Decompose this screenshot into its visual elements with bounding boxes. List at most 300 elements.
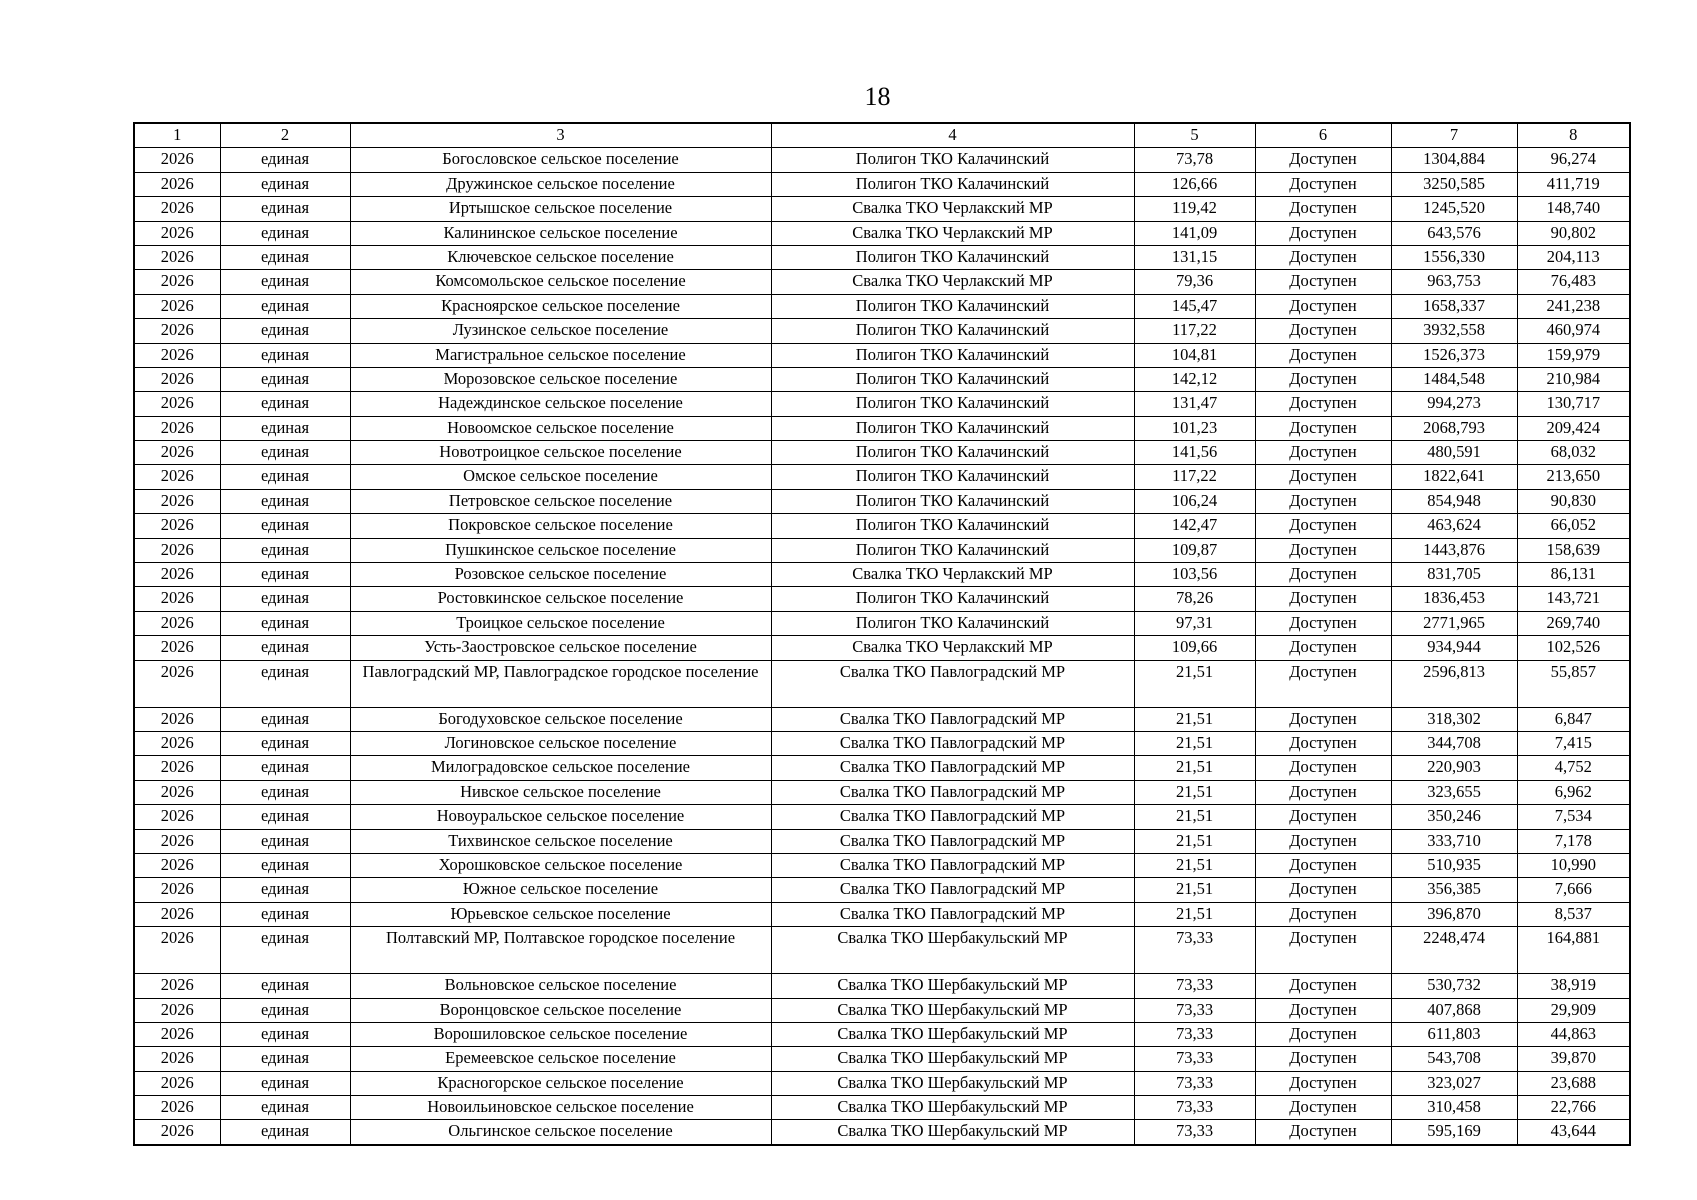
table-cell: 2026 bbox=[134, 927, 220, 974]
table-cell: Доступен bbox=[1255, 780, 1391, 804]
table-cell: 21,51 bbox=[1134, 829, 1255, 853]
table-cell: Ростовкинское сельское поселение bbox=[350, 587, 771, 611]
table-cell: единая bbox=[220, 1096, 350, 1120]
table-cell: 994,273 bbox=[1391, 392, 1517, 416]
table-cell: 79,36 bbox=[1134, 270, 1255, 294]
table-row bbox=[134, 805, 1630, 829]
table-cell: 1245,520 bbox=[1391, 197, 1517, 221]
table-cell: Новоомское сельское поселение bbox=[350, 416, 771, 440]
table-cell: 2026 bbox=[134, 780, 220, 804]
table-cell: 90,830 bbox=[1517, 489, 1630, 513]
table-row bbox=[134, 367, 1630, 391]
table-cell: Доступен bbox=[1255, 172, 1391, 196]
table-cell: Троицкое сельское поселение bbox=[350, 611, 771, 635]
table-cell: Полигон ТКО Калачинский bbox=[771, 148, 1134, 172]
table-cell: 2026 bbox=[134, 489, 220, 513]
table-cell: Иртышское сельское поселение bbox=[350, 197, 771, 221]
table-cell: Юрьевское сельское поселение bbox=[350, 902, 771, 926]
table-cell: 963,753 bbox=[1391, 270, 1517, 294]
table-cell: Петровское сельское поселение bbox=[350, 489, 771, 513]
table-cell: 21,51 bbox=[1134, 660, 1255, 707]
table-cell: Доступен bbox=[1255, 731, 1391, 755]
table-row bbox=[134, 245, 1630, 269]
table-cell: Свалка ТКО Шербакульский МР bbox=[771, 974, 1134, 998]
table-cell: Доступен bbox=[1255, 1071, 1391, 1095]
table-cell: Хорошковское сельское поселение bbox=[350, 853, 771, 877]
table-cell: Свалка ТКО Шербакульский МР bbox=[771, 998, 1134, 1022]
header-row bbox=[134, 123, 1630, 148]
table-cell: 463,624 bbox=[1391, 514, 1517, 538]
table-cell: Доступен bbox=[1255, 416, 1391, 440]
table-cell: 595,169 bbox=[1391, 1120, 1517, 1145]
table-row bbox=[134, 829, 1630, 853]
table-row bbox=[134, 587, 1630, 611]
page-number: 18 bbox=[864, 82, 891, 111]
column-header: 5 bbox=[1134, 123, 1255, 148]
table-cell: Покровское сельское поселение bbox=[350, 514, 771, 538]
table-cell: 23,688 bbox=[1517, 1071, 1630, 1095]
table-cell: Логиновское сельское поселение bbox=[350, 731, 771, 755]
table-cell: единая bbox=[220, 465, 350, 489]
table-row bbox=[134, 221, 1630, 245]
table-cell: 2026 bbox=[134, 731, 220, 755]
table-cell: 2026 bbox=[134, 416, 220, 440]
table-cell: Доступен bbox=[1255, 441, 1391, 465]
table-cell: 2026 bbox=[134, 1047, 220, 1071]
table-row bbox=[134, 172, 1630, 196]
table-cell: 2026 bbox=[134, 221, 220, 245]
table-row bbox=[134, 1071, 1630, 1095]
table-cell: 104,81 bbox=[1134, 343, 1255, 367]
table-cell: 318,302 bbox=[1391, 707, 1517, 731]
table-cell: 102,526 bbox=[1517, 636, 1630, 660]
table-cell: 1822,641 bbox=[1391, 465, 1517, 489]
table-cell: 269,740 bbox=[1517, 611, 1630, 635]
table-cell: Доступен bbox=[1255, 829, 1391, 853]
table-row bbox=[134, 270, 1630, 294]
table-cell: Доступен bbox=[1255, 611, 1391, 635]
table-cell: 220,903 bbox=[1391, 756, 1517, 780]
table-cell: 109,66 bbox=[1134, 636, 1255, 660]
table-cell: единая bbox=[220, 392, 350, 416]
table-cell: 2026 bbox=[134, 245, 220, 269]
table-cell: Доступен bbox=[1255, 587, 1391, 611]
table-cell: 8,537 bbox=[1517, 902, 1630, 926]
table-cell: Доступен bbox=[1255, 392, 1391, 416]
table-cell: единая bbox=[220, 245, 350, 269]
table-cell: 7,534 bbox=[1517, 805, 1630, 829]
table-cell: 73,33 bbox=[1134, 974, 1255, 998]
table-cell: Свалка ТКО Павлоградский МР bbox=[771, 660, 1134, 707]
table-cell: 39,870 bbox=[1517, 1047, 1630, 1071]
table-cell: Свалка ТКО Черлакский МР bbox=[771, 563, 1134, 587]
table-row bbox=[134, 660, 1630, 707]
table-cell: 145,47 bbox=[1134, 294, 1255, 318]
table-cell: 2026 bbox=[134, 853, 220, 877]
table-cell: 86,131 bbox=[1517, 563, 1630, 587]
table-cell: 1443,876 bbox=[1391, 538, 1517, 562]
table-row bbox=[134, 1120, 1630, 1145]
table-row bbox=[134, 998, 1630, 1022]
table-cell: 106,24 bbox=[1134, 489, 1255, 513]
table-row bbox=[134, 974, 1630, 998]
table-cell: Доступен bbox=[1255, 197, 1391, 221]
table-row bbox=[134, 489, 1630, 513]
table-cell: Нивское сельское поселение bbox=[350, 780, 771, 804]
table-cell: единая bbox=[220, 563, 350, 587]
table-cell: 323,655 bbox=[1391, 780, 1517, 804]
table-cell: единая bbox=[220, 1071, 350, 1095]
table-row bbox=[134, 441, 1630, 465]
table-cell: 2026 bbox=[134, 197, 220, 221]
table-cell: 204,113 bbox=[1517, 245, 1630, 269]
table-cell: Доступен bbox=[1255, 1022, 1391, 1046]
table-cell: 21,51 bbox=[1134, 780, 1255, 804]
table-cell: 119,42 bbox=[1134, 197, 1255, 221]
table-cell: Свалка ТКО Шербакульский МР bbox=[771, 1071, 1134, 1095]
column-header: 1 bbox=[134, 123, 220, 148]
table-cell: единая bbox=[220, 319, 350, 343]
table-cell: 1484,548 bbox=[1391, 367, 1517, 391]
table-cell: 68,032 bbox=[1517, 441, 1630, 465]
table-cell: единая bbox=[220, 805, 350, 829]
table-cell: 1556,330 bbox=[1391, 245, 1517, 269]
table-cell: Полигон ТКО Калачинский bbox=[771, 367, 1134, 391]
table-cell: Доступен bbox=[1255, 319, 1391, 343]
table-cell: 4,752 bbox=[1517, 756, 1630, 780]
table-cell: 2026 bbox=[134, 636, 220, 660]
table-cell: 213,650 bbox=[1517, 465, 1630, 489]
table-cell: 333,710 bbox=[1391, 829, 1517, 853]
table-cell: Новоуральское сельское поселение bbox=[350, 805, 771, 829]
table-cell: Свалка ТКО Павлоградский МР bbox=[771, 731, 1134, 755]
table-cell: Вольновское сельское поселение bbox=[350, 974, 771, 998]
table-cell: Омское сельское поселение bbox=[350, 465, 771, 489]
data-table bbox=[133, 122, 1631, 1146]
table-cell: Ольгинское сельское поселение bbox=[350, 1120, 771, 1145]
table-cell: 73,33 bbox=[1134, 1022, 1255, 1046]
table-cell: 103,56 bbox=[1134, 563, 1255, 587]
table-cell: 142,12 bbox=[1134, 367, 1255, 391]
table-cell: Свалка ТКО Черлакский МР bbox=[771, 197, 1134, 221]
table-cell: 21,51 bbox=[1134, 878, 1255, 902]
table-cell: 241,238 bbox=[1517, 294, 1630, 318]
table-cell: 55,857 bbox=[1517, 660, 1630, 707]
table-row bbox=[134, 611, 1630, 635]
table-cell: Калининское сельское поселение bbox=[350, 221, 771, 245]
table-cell: 2026 bbox=[134, 998, 220, 1022]
column-header: 6 bbox=[1255, 123, 1391, 148]
table-cell: 148,740 bbox=[1517, 197, 1630, 221]
table-cell: Свалка ТКО Павлоградский МР bbox=[771, 756, 1134, 780]
table-cell: Доступен bbox=[1255, 998, 1391, 1022]
table-cell: Доступен bbox=[1255, 245, 1391, 269]
table-cell: единая bbox=[220, 927, 350, 974]
table-row bbox=[134, 1047, 1630, 1071]
table-cell: 73,78 bbox=[1134, 148, 1255, 172]
table-cell: Ключевское сельское поселение bbox=[350, 245, 771, 269]
table-cell: 101,23 bbox=[1134, 416, 1255, 440]
table-cell: единая bbox=[220, 611, 350, 635]
table-cell: единая bbox=[220, 731, 350, 755]
table-cell: Полигон ТКО Калачинский bbox=[771, 172, 1134, 196]
table-row bbox=[134, 343, 1630, 367]
table-cell: 76,483 bbox=[1517, 270, 1630, 294]
table-cell: 21,51 bbox=[1134, 756, 1255, 780]
table-cell: 130,717 bbox=[1517, 392, 1630, 416]
table-cell: Доступен bbox=[1255, 1120, 1391, 1145]
table-cell: 2026 bbox=[134, 319, 220, 343]
table-cell: Доступен bbox=[1255, 707, 1391, 731]
table-cell: единая bbox=[220, 878, 350, 902]
table-cell: 2026 bbox=[134, 756, 220, 780]
table-cell: Полигон ТКО Калачинский bbox=[771, 392, 1134, 416]
table-cell: Свалка ТКО Шербакульский МР bbox=[771, 1022, 1134, 1046]
table-row bbox=[134, 563, 1630, 587]
table-cell: 66,052 bbox=[1517, 514, 1630, 538]
table-cell: 29,909 bbox=[1517, 998, 1630, 1022]
table-cell: Доступен bbox=[1255, 927, 1391, 974]
table-cell: Павлоградский МР, Павлоградское городское поселение bbox=[350, 660, 771, 707]
table-cell: 510,935 bbox=[1391, 853, 1517, 877]
table-cell: Ворошиловское сельское поселение bbox=[350, 1022, 771, 1046]
table-cell: 2026 bbox=[134, 1022, 220, 1046]
table-cell: Комсомольское сельское поселение bbox=[350, 270, 771, 294]
table-cell: Богодуховское сельское поселение bbox=[350, 707, 771, 731]
table-cell: 2026 bbox=[134, 367, 220, 391]
table-cell: 934,944 bbox=[1391, 636, 1517, 660]
table-cell: Свалка ТКО Шербакульский МР bbox=[771, 1120, 1134, 1145]
table-cell: 2026 bbox=[134, 148, 220, 172]
table-cell: 356,385 bbox=[1391, 878, 1517, 902]
table-cell: Доступен bbox=[1255, 343, 1391, 367]
table-cell: 73,33 bbox=[1134, 1047, 1255, 1071]
table-cell: Доступен bbox=[1255, 221, 1391, 245]
table-cell: 97,31 bbox=[1134, 611, 1255, 635]
table-cell: Доступен bbox=[1255, 465, 1391, 489]
table-cell: 158,639 bbox=[1517, 538, 1630, 562]
table-cell: единая bbox=[220, 416, 350, 440]
table-cell: 209,424 bbox=[1517, 416, 1630, 440]
table-cell: 21,51 bbox=[1134, 707, 1255, 731]
table-cell: 611,803 bbox=[1391, 1022, 1517, 1046]
table-row bbox=[134, 392, 1630, 416]
table-cell: 159,979 bbox=[1517, 343, 1630, 367]
table-cell: Доступен bbox=[1255, 878, 1391, 902]
table-cell: 21,51 bbox=[1134, 731, 1255, 755]
table-cell: 3932,558 bbox=[1391, 319, 1517, 343]
table-cell: 2026 bbox=[134, 343, 220, 367]
table-cell: Доступен bbox=[1255, 636, 1391, 660]
table-cell: единая bbox=[220, 636, 350, 660]
table-cell: единая bbox=[220, 270, 350, 294]
table-cell: 2068,793 bbox=[1391, 416, 1517, 440]
table-cell: Полигон ТКО Калачинский bbox=[771, 465, 1134, 489]
table-cell: Полигон ТКО Калачинский bbox=[771, 514, 1134, 538]
table-cell: 21,51 bbox=[1134, 853, 1255, 877]
table-cell: 2026 bbox=[134, 1071, 220, 1095]
table-cell: 38,919 bbox=[1517, 974, 1630, 998]
table-cell: Пушкинское сельское поселение bbox=[350, 538, 771, 562]
table-cell: 10,990 bbox=[1517, 853, 1630, 877]
table-cell: 73,33 bbox=[1134, 1071, 1255, 1095]
table-cell: Лузинское сельское поселение bbox=[350, 319, 771, 343]
table-cell: единая bbox=[220, 1047, 350, 1071]
table-cell: 126,66 bbox=[1134, 172, 1255, 196]
table-cell: Новоильиновское сельское поселение bbox=[350, 1096, 771, 1120]
table-cell: 543,708 bbox=[1391, 1047, 1517, 1071]
table-cell: единая bbox=[220, 998, 350, 1022]
table-cell: единая bbox=[220, 707, 350, 731]
table-row bbox=[134, 707, 1630, 731]
table-cell: 344,708 bbox=[1391, 731, 1517, 755]
table-cell: Еремеевское сельское поселение bbox=[350, 1047, 771, 1071]
table-cell: 323,027 bbox=[1391, 1071, 1517, 1095]
table-cell: 2026 bbox=[134, 1096, 220, 1120]
table-cell: 90,802 bbox=[1517, 221, 1630, 245]
table-cell: 460,974 bbox=[1517, 319, 1630, 343]
table-cell: Доступен bbox=[1255, 1096, 1391, 1120]
table-cell: 141,09 bbox=[1134, 221, 1255, 245]
table-row bbox=[134, 878, 1630, 902]
table-cell: 2026 bbox=[134, 514, 220, 538]
table-cell: 1836,453 bbox=[1391, 587, 1517, 611]
table-cell: 142,47 bbox=[1134, 514, 1255, 538]
table-cell: единая bbox=[220, 294, 350, 318]
table-cell: 2026 bbox=[134, 707, 220, 731]
table-cell: 7,415 bbox=[1517, 731, 1630, 755]
table-cell: Надеждинское сельское поселение bbox=[350, 392, 771, 416]
table-cell: 73,33 bbox=[1134, 1120, 1255, 1145]
table-cell: Усть-Заостровское сельское поселение bbox=[350, 636, 771, 660]
table-cell: Доступен bbox=[1255, 514, 1391, 538]
table-cell: Доступен bbox=[1255, 148, 1391, 172]
table-cell: единая bbox=[220, 197, 350, 221]
table-cell: единая bbox=[220, 660, 350, 707]
table-cell: 2026 bbox=[134, 563, 220, 587]
table-cell: единая bbox=[220, 489, 350, 513]
table-cell: единая bbox=[220, 974, 350, 998]
table-row bbox=[134, 731, 1630, 755]
table-cell: Доступен bbox=[1255, 538, 1391, 562]
table-cell: Милоградовское сельское поселение bbox=[350, 756, 771, 780]
table-cell: 1526,373 bbox=[1391, 343, 1517, 367]
table-cell: Южное сельское поселение bbox=[350, 878, 771, 902]
table-cell: единая bbox=[220, 148, 350, 172]
table-cell: 2026 bbox=[134, 538, 220, 562]
table-cell: 143,721 bbox=[1517, 587, 1630, 611]
table-cell: Полигон ТКО Калачинский bbox=[771, 441, 1134, 465]
table-cell: 2771,965 bbox=[1391, 611, 1517, 635]
table-cell: Доступен bbox=[1255, 853, 1391, 877]
table-cell: Дружинское сельское поселение bbox=[350, 172, 771, 196]
table-cell: 643,576 bbox=[1391, 221, 1517, 245]
table-cell: 2026 bbox=[134, 974, 220, 998]
table-cell: 73,33 bbox=[1134, 927, 1255, 974]
table-cell: 2026 bbox=[134, 172, 220, 196]
table-cell: Доступен bbox=[1255, 563, 1391, 587]
table-cell: 2026 bbox=[134, 878, 220, 902]
table-cell: 2026 bbox=[134, 1120, 220, 1145]
table-cell: Свалка ТКО Шербакульский МР bbox=[771, 927, 1134, 974]
table-cell: Полтавский МР, Полтавское городское поселение bbox=[350, 927, 771, 974]
table-row bbox=[134, 853, 1630, 877]
table-cell: 210,984 bbox=[1517, 367, 1630, 391]
table-cell: Полигон ТКО Калачинский bbox=[771, 245, 1134, 269]
table-cell: единая bbox=[220, 514, 350, 538]
table-cell: 2026 bbox=[134, 465, 220, 489]
table-cell: 117,22 bbox=[1134, 465, 1255, 489]
column-header: 7 bbox=[1391, 123, 1517, 148]
table-cell: Доступен bbox=[1255, 294, 1391, 318]
table-cell: единая bbox=[220, 343, 350, 367]
table-cell: Доступен bbox=[1255, 756, 1391, 780]
table-cell: единая bbox=[220, 1022, 350, 1046]
table-cell: 73,33 bbox=[1134, 1096, 1255, 1120]
table-cell: единая bbox=[220, 829, 350, 853]
table-cell: Свалка ТКО Павлоградский МР bbox=[771, 805, 1134, 829]
table-row bbox=[134, 1022, 1630, 1046]
table-cell: 350,246 bbox=[1391, 805, 1517, 829]
table-cell: Воронцовское сельское поселение bbox=[350, 998, 771, 1022]
table-cell: 131,15 bbox=[1134, 245, 1255, 269]
table-cell: 396,870 bbox=[1391, 902, 1517, 926]
table-cell: Свалка ТКО Павлоградский МР bbox=[771, 829, 1134, 853]
table-cell: единая bbox=[220, 172, 350, 196]
column-header: 4 bbox=[771, 123, 1134, 148]
table-cell: Свалка ТКО Черлакский МР bbox=[771, 270, 1134, 294]
table-cell: единая bbox=[220, 587, 350, 611]
table-cell: 2026 bbox=[134, 270, 220, 294]
table-cell: 411,719 bbox=[1517, 172, 1630, 196]
table-cell: 73,33 bbox=[1134, 998, 1255, 1022]
table-cell: единая bbox=[220, 538, 350, 562]
table-cell: 2026 bbox=[134, 587, 220, 611]
table-cell: 2026 bbox=[134, 611, 220, 635]
table-row bbox=[134, 465, 1630, 489]
table-cell: Магистральное сельское поселение bbox=[350, 343, 771, 367]
table-cell: Свалка ТКО Павлоградский МР bbox=[771, 780, 1134, 804]
column-header: 2 bbox=[220, 123, 350, 148]
table-cell: 3250,585 bbox=[1391, 172, 1517, 196]
table-row bbox=[134, 636, 1630, 660]
table-cell: Доступен bbox=[1255, 367, 1391, 391]
table-cell: 22,766 bbox=[1517, 1096, 1630, 1120]
table-row bbox=[134, 756, 1630, 780]
table-cell: Свалка ТКО Павлоградский МР bbox=[771, 707, 1134, 731]
table-cell: Доступен bbox=[1255, 489, 1391, 513]
table-cell: единая bbox=[220, 367, 350, 391]
table-cell: Доступен bbox=[1255, 805, 1391, 829]
table-cell: 854,948 bbox=[1391, 489, 1517, 513]
table-cell: Красноярское сельское поселение bbox=[350, 294, 771, 318]
table-cell: 2248,474 bbox=[1391, 927, 1517, 974]
table-cell: 164,881 bbox=[1517, 927, 1630, 974]
table-row bbox=[134, 294, 1630, 318]
table-row bbox=[134, 780, 1630, 804]
table-cell: Свалка ТКО Павлоградский МР bbox=[771, 902, 1134, 926]
table-cell: 2026 bbox=[134, 392, 220, 416]
table-cell: Полигон ТКО Калачинский bbox=[771, 587, 1134, 611]
table-cell: единая bbox=[220, 756, 350, 780]
table-cell: Морозовское сельское поселение bbox=[350, 367, 771, 391]
table-cell: единая bbox=[220, 441, 350, 465]
table-cell: Свалка ТКО Шербакульский МР bbox=[771, 1047, 1134, 1071]
table-cell: 21,51 bbox=[1134, 805, 1255, 829]
table-cell: 109,87 bbox=[1134, 538, 1255, 562]
table-cell: 131,47 bbox=[1134, 392, 1255, 416]
table-cell: единая bbox=[220, 1120, 350, 1145]
